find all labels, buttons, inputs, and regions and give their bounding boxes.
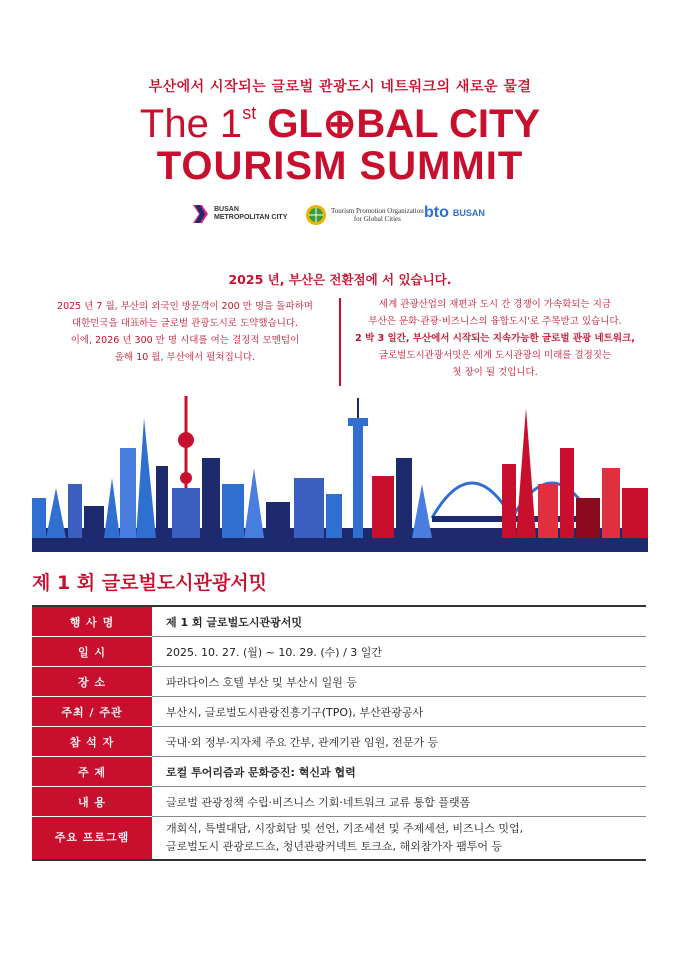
event-info-table xyxy=(32,605,646,861)
intro-left-line: 올해 10 월, 부산에서 펼쳐집니다. xyxy=(114,352,256,363)
tpo-logo xyxy=(305,204,424,226)
city-skyline-illustration xyxy=(32,388,648,552)
intro-headline: 2025 년, 부산은 전환점에 서 있습니다. xyxy=(228,272,452,287)
intro-right-line: 2 박 3 일간, 부산에서 시작되는 지속가능한 글로벌 관광 네트워크, xyxy=(355,333,635,344)
bto-mark: bto xyxy=(424,204,449,221)
table-row xyxy=(32,757,646,787)
tagline: 부산에서 시작되는 글로벌 관광도시 네트워크의 새로운 물결 xyxy=(148,79,532,95)
row-label: 참 석 자 xyxy=(32,727,152,757)
title-global-city: GL⊕BAL CITY xyxy=(256,102,541,146)
table-row xyxy=(32,606,646,637)
busan-city-icon xyxy=(192,204,210,224)
intro-left-line: 이에, 2026 년 300 만 명 시대를 여는 결정적 모멘텀이 xyxy=(70,335,300,346)
intro-left-line: 2025 년 7 월, 부산의 외국인 방문객이 200 만 명을 돌파하며 xyxy=(57,301,313,312)
table-row xyxy=(32,637,646,667)
table-row xyxy=(32,667,646,697)
bto-logo xyxy=(424,204,485,222)
tpo-name: Tourism Promotion Organization xyxy=(331,207,424,215)
row-value: 2025. 10. 27. (월) ~ 10. 29. (수) / 3 일간 xyxy=(152,637,646,667)
intro-left-paragraph xyxy=(40,298,330,366)
program-line: 글로벌도시 관광로드쇼, 청년관광커넥트 토크쇼, 해외참가자 팸투어 등 xyxy=(166,840,503,853)
intro-right-line: 세계 관광산업의 재편과 도시 간 경쟁이 가속화되는 지금 xyxy=(378,299,612,310)
intro-right-line: 첫 장이 될 것입니다. xyxy=(452,367,538,378)
table-row xyxy=(32,697,646,727)
intro-divider xyxy=(339,298,341,386)
table-row xyxy=(32,817,646,861)
row-value: 로컬 투어리즘과 문화증진: 혁신과 협력 xyxy=(152,757,646,787)
title-the: The 1 xyxy=(139,102,243,146)
row-label: 일 시 xyxy=(32,637,152,667)
intro-left-line: 대한민국을 대표하는 글로벌 관광도시로 도약했습니다. xyxy=(71,318,299,329)
table-row xyxy=(32,787,646,817)
row-value: 부산시, 글로벌도시관광진흥기구(TPO), 부산관광공사 xyxy=(152,697,646,727)
summit-title-line2: TOURISM SUMMIT xyxy=(156,144,524,188)
row-value: 국내·외 정부·지자체 주요 간부, 관계기관 임원, 전문가 등 xyxy=(152,727,646,757)
busan-city-name: BUSAN xyxy=(214,206,239,213)
bto-name: BUSAN xyxy=(452,208,485,218)
row-label: 장 소 xyxy=(32,667,152,697)
row-value: 제 1 회 글로벌도시관광서밋 xyxy=(152,606,646,637)
partner-logos xyxy=(0,204,680,230)
summit-title-line1 xyxy=(0,104,680,144)
row-label: 내 용 xyxy=(32,787,152,817)
title-ordinal: st xyxy=(242,103,257,123)
row-value: 글로벌 관광정책 수립·비즈니스 기회·네트워크 교류 통합 플랫폼 xyxy=(152,787,646,817)
row-value: 파라다이스 호텔 부산 및 부산시 일원 등 xyxy=(152,667,646,697)
tpo-subname: for Global Cities xyxy=(353,215,401,223)
row-label: 주요 프로그램 xyxy=(32,817,152,861)
program-line: 개회식, 특별대담, 시장회담 및 선언, 기조세션 및 주제세션, 비즈니스 밋업, xyxy=(166,822,524,835)
row-label: 행 사 명 xyxy=(32,606,152,637)
row-value xyxy=(152,817,646,861)
row-label: 주최 / 주관 xyxy=(32,697,152,727)
busan-city-subname: METROPOLITAN CITY xyxy=(214,214,288,221)
row-label: 주 제 xyxy=(32,757,152,787)
intro-right-paragraph xyxy=(345,296,645,381)
table-row xyxy=(32,727,646,757)
event-section-title: 제 1 회 글로벌도시관광서밋 xyxy=(32,572,267,594)
busan-city-logo xyxy=(192,204,287,224)
intro-right-line: 부산은 문화·관광·비즈니스의 융합도시'로 주목받고 있습니다. xyxy=(368,316,622,327)
intro-right-line: 글로벌도시관광서밋은 세계 도시관광의 미래를 결정짓는 xyxy=(378,350,612,361)
tpo-globe-icon xyxy=(305,204,327,226)
